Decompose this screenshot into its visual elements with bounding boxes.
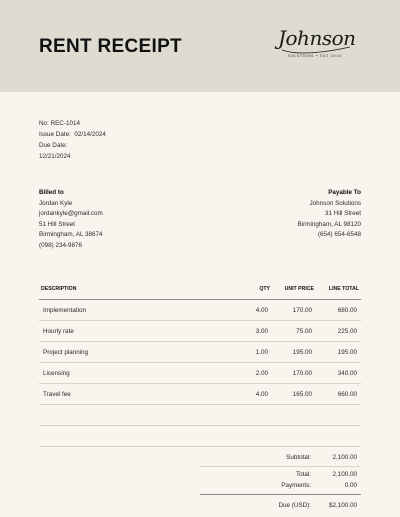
- row-unit-price: 195.00: [292, 349, 312, 356]
- row-line-total: 340.00: [337, 370, 357, 377]
- header-band: [0, 0, 400, 92]
- row-description: Project planning: [43, 349, 89, 356]
- payable-to-city: Birmingham, AL 98120: [297, 220, 361, 228]
- row-unit-price: 170.00: [292, 370, 312, 377]
- subtotal-line: [200, 446, 361, 467]
- receipt-number: [39, 118, 106, 129]
- header-unit-price: UNIT PRICE: [284, 286, 314, 292]
- row-description: Travel fee: [43, 391, 71, 398]
- subtotal-value: 2,100.00: [332, 454, 357, 461]
- issue-date-value: 02/14/2024: [74, 131, 106, 138]
- billed-to-block: [39, 188, 103, 251]
- company-logo: [278, 26, 360, 70]
- subtotal-label: Subtotal:: [286, 454, 311, 461]
- table-row: [39, 363, 361, 384]
- row-unit-price: 165.00: [292, 391, 312, 398]
- line-items-table: [39, 280, 361, 447]
- issue-date-label: Issue Date:: [39, 131, 71, 138]
- logo-script: Johnson: [278, 26, 356, 50]
- amount-due-value: $2,100.00: [328, 502, 357, 509]
- row-unit-price: 75.00: [296, 328, 312, 335]
- table-row: [39, 384, 361, 405]
- table-header: [39, 280, 361, 300]
- billed-to-name: Jordan Kyle: [39, 199, 73, 207]
- payable-to-street: 31 Hill Street: [324, 210, 361, 217]
- document-title: RENT RECEIPT: [39, 36, 182, 57]
- receipt-number-label: No:: [39, 120, 49, 127]
- amount-due-label: Due (USD):: [278, 502, 311, 509]
- billed-to-city: Birmingham, AL 38674: [39, 231, 103, 238]
- row-line-total: 660.00: [337, 391, 357, 398]
- table-row: [39, 342, 361, 363]
- row-qty: 1.00: [255, 349, 268, 356]
- row-description: Hourly rate: [43, 328, 74, 335]
- table-row: [39, 321, 361, 342]
- header-description: DESCRIPTION: [41, 286, 77, 292]
- payable-to-name: Johnson Solutions: [309, 199, 361, 207]
- total-payments-line: [200, 467, 361, 495]
- row-qty: 2.00: [255, 370, 268, 377]
- payments-label: Payments:: [281, 482, 311, 489]
- row-qty: 3.00: [255, 328, 268, 335]
- header-qty: QTY: [259, 286, 270, 292]
- payable-to-block: [298, 188, 361, 241]
- billed-to-street: 51 Hill Street: [39, 220, 76, 228]
- billed-to-email: jordankyle@gmail.com: [39, 210, 103, 217]
- row-description: Implementation: [43, 307, 87, 314]
- empty-row: [39, 405, 361, 426]
- receipt-number-value: REC-1014: [50, 120, 80, 127]
- logo-tagline: SOLUTIONS • EST 2010: [288, 54, 343, 58]
- payments-value: 0.00: [344, 482, 357, 489]
- payable-to-label: Payable To: [328, 189, 361, 196]
- due-date-label: Due Date:: [39, 142, 68, 149]
- total-value: 2,100.00: [332, 471, 357, 478]
- header-line-total: LINE TOTAL: [328, 286, 359, 292]
- totals-block: [200, 446, 361, 515]
- amount-due-line: [200, 495, 361, 515]
- logo-flourish: [278, 26, 360, 56]
- billed-to-label: Billed to: [39, 189, 64, 196]
- billed-to-phone: (098) 234-9876: [39, 241, 83, 249]
- total-label: Total:: [295, 471, 311, 478]
- receipt-meta: [39, 118, 106, 162]
- row-line-total: 225.00: [337, 328, 357, 335]
- due-date-value: 12/21/2024: [39, 153, 71, 160]
- row-description: Licensing: [43, 370, 70, 377]
- row-line-total: 195.00: [337, 349, 357, 356]
- row-qty: 4.00: [255, 307, 268, 314]
- payable-to-phone: (654) 654-6548: [317, 231, 361, 238]
- row-qty: 4.00: [255, 391, 268, 398]
- row-unit-price: 170.00: [292, 307, 312, 314]
- empty-row: [39, 426, 361, 447]
- table-row: [39, 300, 361, 321]
- row-line-total: 680.00: [337, 307, 357, 314]
- issue-date: [39, 129, 106, 140]
